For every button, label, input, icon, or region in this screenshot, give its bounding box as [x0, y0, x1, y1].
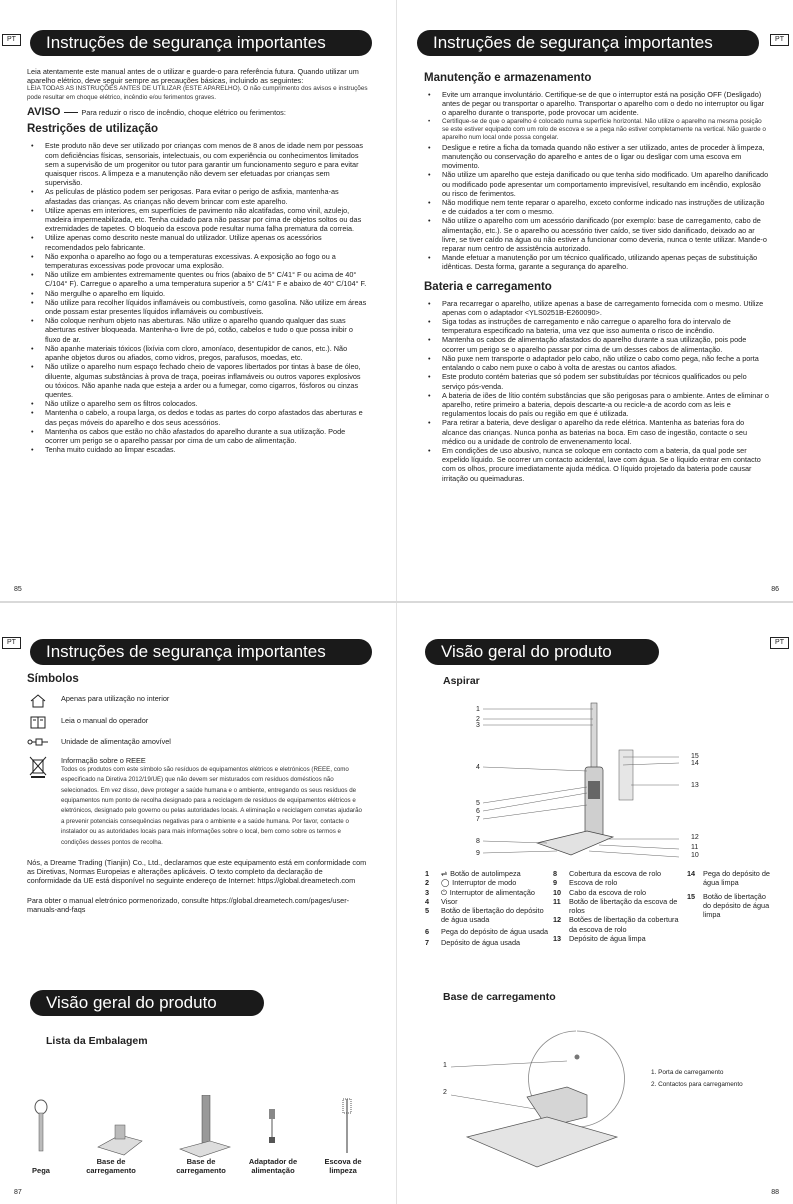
- plug-icon: [27, 737, 49, 749]
- page-86-content: [424, 66, 769, 483]
- packing-item-base: Base de carregamento: [86, 1157, 136, 1175]
- callout-3: 3: [476, 722, 480, 729]
- page-number: 88: [771, 1189, 779, 1196]
- base-legend-item: 1. Porta de carregamento: [651, 1069, 724, 1076]
- parts-column-3: [687, 869, 771, 919]
- part-label: Botão de libertação do depósito de água limpa: [703, 891, 770, 920]
- part-label: Depósito de água limpa: [569, 934, 646, 944]
- part-row: [425, 906, 551, 925]
- warning-dash: [64, 112, 78, 113]
- packing-title: Lista da Embalagem: [46, 1035, 148, 1047]
- section-title-battery: Bateria e carregamento: [424, 280, 552, 293]
- page-85-content: [27, 67, 369, 454]
- callout-13: 13: [691, 782, 699, 789]
- base-callout-1: 1: [443, 1062, 447, 1069]
- list-item: • Não modifique nem tente reparar o aparelho, exceto conforme indicado nas instruções de utilização e de cuidados a ter com o mesmo.: [442, 198, 769, 216]
- part-row: [553, 915, 679, 934]
- part-row: [687, 892, 771, 920]
- page-number: 87: [14, 1189, 22, 1196]
- list-item: • Evite um arranque involuntário. Certifique-se de que o interruptor está na posição OFF (Desligado) antes de pegar ou transportar o aparelho. Transportar o aparelho com o dedo no interruptor ou ligar o aparelho durante o transporte, pode provocar um acidente.: [442, 90, 769, 118]
- list-item: • Não utilize em ambientes extremamente quentes ou frios (abaixo de 5° C/41° F ou acima de 40° C/104° F). Carregue o aparelho a uma temperatura superior a 5° C/41° F e abaixo de 40° C/104° F.: [45, 270, 369, 288]
- part-number: 15: [687, 891, 696, 901]
- self-clean-icon: ⇌: [441, 869, 448, 878]
- warning-text: Para reduzir o risco de incêndio, choque elétrico ou ferimentos:: [81, 108, 286, 118]
- page-title: Instruções de segurança importantes: [30, 639, 372, 665]
- part-number: 11: [553, 896, 561, 906]
- callout-14: 14: [691, 760, 699, 767]
- weee-title: Informação sobre o REEE: [61, 755, 146, 765]
- list-item: • Não exponha o aparelho ao fogo ou a temperaturas excessivas. A exposição ao fogo ou a temperaturas excessivas pode provocar uma explosão.: [45, 252, 369, 270]
- page-88: [397, 603, 793, 1204]
- callout-15: 15: [691, 753, 699, 760]
- part-row: [553, 869, 679, 878]
- list-item: • As películas de plástico podem ser perigosas. Para evitar o perigo de asfixia, mantenha-as afastadas das crianças. As crianças não devem brincar com este aparelho.: [45, 187, 369, 205]
- callout-1: 1: [476, 706, 480, 713]
- callout-11: 11: [691, 844, 699, 851]
- part-label: Botão de autolimpeza: [450, 869, 521, 878]
- language-tag: PT: [2, 34, 21, 46]
- house-icon: [27, 694, 49, 710]
- parts-column-2: [553, 869, 679, 943]
- part-number: 8: [553, 869, 558, 878]
- part-number: 7: [425, 938, 430, 948]
- part-number: 5: [425, 906, 430, 916]
- book-icon: [27, 716, 49, 731]
- mode-icon: ◯: [441, 878, 450, 888]
- base-callout-2: 2: [443, 1089, 447, 1096]
- part-number: 6: [425, 926, 430, 936]
- declaration-text: Nós, a Dreame Trading (Tianjin) Co., Ltd., declaramos que este equipamento está em conformidade com as Diretivas, Normas Europeias e alterações aplicáveis. O texto completo da declaração de conformidade da UE está disponível no seguinte endereço de Internet: https://global.dreametech.com: [27, 858, 367, 886]
- symbol-row: [27, 737, 367, 749]
- page-title: Instruções de segurança importantes: [30, 30, 372, 56]
- callout-12: 12: [691, 834, 699, 841]
- packing-list: [20, 1095, 370, 1185]
- intro-text: Leia atentamente este manual antes de o utilizar e guarde-o para referência futura. Quando utilizar um aparelho elétrico, deve seguir sempre as precauções básicas, incluindo as seguintes:: [27, 67, 359, 86]
- battery-list: [424, 299, 769, 483]
- part-label: Cobertura da escova de rolo: [569, 869, 662, 878]
- list-item: • Utilize apenas em interiores, em superfícies de pavimento não alcatifadas, como vinil, azulejo, madeira impermeabilizada, etc. Tenha cuidado para não passar por cima de objetos soltos ou das extremidades de tapetes. O bloqueio da escova pode resultar numa falha prematura da correia.: [45, 206, 369, 234]
- part-label: Visor: [441, 896, 458, 906]
- weee-block: [61, 756, 367, 848]
- part-label: Botão de libertação da escova de rolos: [569, 896, 678, 916]
- list-item: • Para recarregar o aparelho, utilize apenas a base de carregamento fornecida com o mesmo. Utilize apenas com o adaptador <YLS0251B-E260090>.: [442, 299, 769, 317]
- packing-item-brush: Escova de limpeza: [324, 1157, 362, 1175]
- part-label: Botão de libertação do depósito de água usada: [441, 906, 544, 925]
- list-item: • Não mergulhe o aparelho em líquido.: [45, 289, 369, 298]
- weee-text: Todos os produtos com este símbolo são resíduos de equipamentos elétricos e eletrónicos (REEE, como especificado na Diretiva 2012/19/UE) que não devem ser misturados com resíduos domésticos não selecionados. Em vez disso, deve proteger a saúde humana e o ambiente, entregando os seus resíduos de equipamentos num ponto de recolha designado para a reciclagem de resíduos de equipamentos elétricos e eletrónicos, designado pelo governo ou pelas autoridades locais. A eliminação e reciclagem corretas ajudarão a prevenir potenciais consequências negativas para o ambiente e a saúde humana. Por favor, contacte o instalador ou as autoridades locais para mais informações sobre o local, bem como sobre os termos e condições desses pontos de recolha.: [61, 765, 362, 846]
- base-legend-item: 2. Contactos para carregamento: [651, 1081, 743, 1088]
- list-item: • Para retirar a bateria, deve desligar o aparelho da rede elétrica. Mantenha as baterias fora do alcance das crianças. Nunca ponha as baterias na boca. Em caso de ingestão, contacte o seu médico ou a unidade de controlo de envenenamento local.: [442, 418, 769, 446]
- part-number: 1: [425, 869, 430, 878]
- page-title: Instruções de segurança importantes: [417, 30, 759, 56]
- section-title: Restrições de utilização: [27, 123, 159, 136]
- part-label: Cabo da escova de rolo: [569, 887, 647, 897]
- part-row: [553, 934, 679, 943]
- intro-small-text: LEIA TODAS AS INSTRUÇÕES ANTES DE UTILIZAR (ESTE APARELHO). O não cumprimento dos avisos e instruções pode resultar em choque elétrico, incêndio e/ou ferimentos graves.: [27, 85, 368, 101]
- symbol-text: Unidade de alimentação amovível: [61, 737, 171, 747]
- part-row: [687, 869, 771, 888]
- aspirar-title: Aspirar: [443, 675, 480, 687]
- callout-10: 10: [691, 852, 699, 859]
- part-number: 14: [687, 869, 696, 878]
- callout-8: 8: [476, 838, 480, 845]
- list-item: • Certifique-se de que o aparelho é colocado numa superfície horizontal. Não utilize o aparelho na mesma posição se este estiver equipado com um rolo de escova e se a pega não estiver completamente na vertical. Não guarde o aparelho num local onde possa congelar.: [442, 118, 769, 143]
- list-item: • Tenha muito cuidado ao limpar escadas.: [45, 445, 369, 454]
- list-item: • Não utilize para recolher líquidos inflamáveis ou combustíveis, como gasolina. Não utilize em áreas onde possam estar presentes líquidos inflamáveis ou combustíveis.: [45, 298, 369, 316]
- list-item: • Em condições de uso abusivo, nunca se coloque em contacto com a bateria, da qual pode ser expelido líquido. Se ocorrer um contacto acidental, lave com água. Se o líquido entrar em contacto com os olhos, procure imediatamente ajuda médica. O líquido projetado da bateria pode causar irritação ou queimaduras.: [442, 446, 769, 483]
- list-item: • Não coloque nenhum objeto nas aberturas. Não utilize o aparelho quando qualquer das suas aberturas estiver bloqueada. Mantenha-o livre de pó, cotão, cabelos e tudo o que possa inibir o fluxo de ar.: [45, 316, 369, 344]
- list-item: • Desligue e retire a ficha da tomada quando não estiver a ser utilizado, antes de proceder à limpeza, manutenção ou conservação do aparelho e antes de o ligar ou desligar com uma escova em movimento.: [442, 143, 769, 171]
- list-item: • Não utilize o aparelho com um acessório danificado (por exemplo: base de carregamento, cabo de alimentação, etc.). Se o aparelho ou acessório tiver caído, se tiver sido danificado, deixado ao ar livre, se tiver caído na água ou não estiver a funcionar como deveria, nunca o tente utilizar. Mande-o reparar num centro de assistência autorizado.: [442, 216, 769, 253]
- part-label: Depósito de água usada: [441, 938, 521, 948]
- overview-title: Visão geral do produto: [30, 990, 264, 1016]
- vacuum-diagram: [467, 695, 707, 865]
- list-item: • Mande efetuar a manutenção por um técnico qualificado, utilizando apenas peças de substituição idênticas. Desta forma, garante a segurança do aparelho.: [442, 253, 769, 271]
- crossed-bin-icon: [27, 756, 49, 780]
- part-number: 2: [425, 878, 430, 888]
- packing-item-handle: Pega: [32, 1166, 50, 1175]
- part-label: Pega do depósito de água usada: [441, 926, 549, 936]
- part-label: Interruptor de alimentação: [449, 887, 535, 897]
- part-number: 12: [553, 915, 562, 925]
- callout-7: 7: [476, 816, 480, 823]
- list-item: • Siga todas as instruções de carregamento e não carregue o aparelho fora do intervalo de temperatura especificado na bateria, uma vez que isso aumenta o risco de incêndio.: [442, 317, 769, 335]
- list-item: • Mantenha o cabelo, a roupa larga, os dedos e todas as partes do corpo afastados das aberturas e das peças móveis do aparelho e dos seus acessórios.: [45, 408, 369, 426]
- weee-row: [27, 756, 367, 848]
- part-label: Escova de rolo: [569, 878, 618, 888]
- part-row: [553, 897, 679, 916]
- part-row: [425, 897, 551, 906]
- part-number: 4: [425, 896, 430, 906]
- page-86: [397, 0, 793, 601]
- page-number: 85: [14, 586, 22, 593]
- part-label: Botões de libertação da cobertura da escova de rolo: [569, 915, 679, 934]
- page-number: 86: [771, 586, 779, 593]
- handle-illustration: [35, 1100, 47, 1151]
- parts-column-1: [425, 869, 551, 947]
- part-label: Interruptor de modo: [452, 878, 517, 888]
- language-tag: PT: [770, 34, 789, 46]
- part-number: 9: [553, 878, 558, 888]
- callout-6: 6: [476, 808, 480, 815]
- section-title-maintenance: Manutenção e armazenamento: [424, 72, 592, 84]
- page-87: [0, 603, 396, 1204]
- part-row: [553, 888, 679, 897]
- page-85: [0, 0, 396, 601]
- symbol-text: Apenas para utilização no interior: [61, 694, 170, 703]
- symbol-row: [27, 716, 367, 731]
- list-item: • Mantenha os cabos que estão no chão afastados do aparelho durante a sua utilização. Pode ocorrer um perigo se o aparelho passar por cima de um cabo de alimentação.: [45, 427, 369, 445]
- manual-text: Para obter o manual eletrónico pormenorizado, consulte https://global.dreametech.com/pages/user-manuals-and-faqs: [27, 895, 350, 914]
- maintenance-list: [424, 90, 769, 272]
- part-number: 10: [553, 887, 562, 897]
- adapter-illustration: [269, 1109, 275, 1143]
- part-row: [553, 878, 679, 887]
- callout-4: 4: [476, 764, 480, 771]
- restrictions-list: [27, 141, 369, 454]
- list-item: • Utilize apenas como descrito neste manual do utilizador. Utilize apenas os acessórios recomendados pelo fabricante.: [45, 233, 369, 251]
- base-legend: [651, 1067, 743, 1091]
- callout-5: 5: [476, 800, 480, 807]
- part-row: [425, 927, 551, 936]
- part-number: 3: [425, 887, 430, 897]
- page-title: Visão geral do produto: [425, 639, 659, 665]
- symbol-text: Leia o manual do operador: [61, 716, 149, 726]
- warning-label: AVISO: [27, 106, 61, 119]
- packing-item-base-2: Base de carregamento: [176, 1157, 226, 1175]
- part-row: [425, 938, 551, 947]
- base-title: Base de carregamento: [443, 991, 556, 1003]
- page-87-content: [27, 673, 367, 914]
- part-number: 13: [553, 934, 562, 944]
- list-item: • Mantenha os cabos de alimentação afastados do aparelho durante a sua utilização, pois pode ocorrer um perigo se o aparelho passar por cima de um desses cabos de alimentação.: [442, 335, 769, 353]
- packing-item-adapter: Adaptador de alimentação: [248, 1157, 298, 1175]
- list-item: • Este produto contém baterias que só podem ser substituídas por técnicos qualificados ou pelo serviço pós-venda.: [442, 372, 769, 390]
- power-icon: ⏻: [441, 887, 447, 897]
- warning-line: [27, 108, 369, 117]
- list-item: • A bateria de iões de lítio contém substâncias que são perigosas para o ambiente. Antes de eliminar o aparelho, retire primeiro a bateria, depois descarte-a ou recicle-a de acordo com as leis e regulamentos locais do país ou região em que é utilizada.: [442, 391, 769, 419]
- part-label: Pega do depósito de água limpa: [703, 869, 770, 888]
- list-item: • Não puxe nem transporte o adaptador pelo cabo, não utilize o cabo como pega, não feche a porta entalando o cabo nem puxe o cabo à volta de arestas ou cantos afiados.: [442, 354, 769, 372]
- language-tag: PT: [770, 637, 789, 649]
- vacuum-illustration: [180, 1095, 230, 1157]
- charging-base-diagram: [447, 1017, 657, 1177]
- part-row: [425, 878, 551, 887]
- callout-2: 2: [476, 716, 480, 723]
- list-item: • Não utilize o aparelho sem os filtros colocados.: [45, 399, 369, 408]
- brush-illustration: [343, 1099, 351, 1153]
- part-row: [425, 869, 551, 878]
- list-item: • Não apanhe materiais tóxicos (lixívia com cloro, amoníaco, desentupidor de canos, etc.). Não apanhe objetos duros ou afiados, como vidros, pregos, parafusos, moedas, etc.: [45, 344, 369, 362]
- symbol-row: [27, 694, 367, 710]
- list-item: • Não utilize o aparelho num espaço fechado cheio de vapores libertados por tintas à base de óleo, diluente, algumas substâncias à prova de traça, poeiras inflamáveis ou outros vapores explosivos ou tóxicos. Não apanhe nada que esteja a arder ou a fumegar, como cigarros, fósforos ou cinzas quentes.: [45, 362, 369, 399]
- base-illustration-1: [98, 1125, 142, 1155]
- list-item: • Não utilize um aparelho que esteja danificado ou que tenha sido modificado. Um aparelho danificado ou modificado pode apresentar um comportamento imprevisível, resultando em incêndio, explosão ou risco de ferimentos.: [442, 170, 769, 198]
- part-row: [425, 888, 551, 897]
- list-item: • Este produto não deve ser utilizado por crianças com menos de 8 anos de idade nem por pessoas com deficiências físicas, sensoriais, intelectuais, ou com experiência ou conhecimentos limitados sem a supervisão de um progenitor ou tutor para garantir um funcionamento seguro e para evitar quaisquer riscos. A limpeza e a manutenção não devem ser efetuadas por crianças sem supervisão.: [45, 141, 369, 187]
- callout-9: 9: [476, 850, 480, 857]
- symbols-title: Símbolos: [27, 673, 79, 685]
- language-tag: PT: [2, 637, 21, 649]
